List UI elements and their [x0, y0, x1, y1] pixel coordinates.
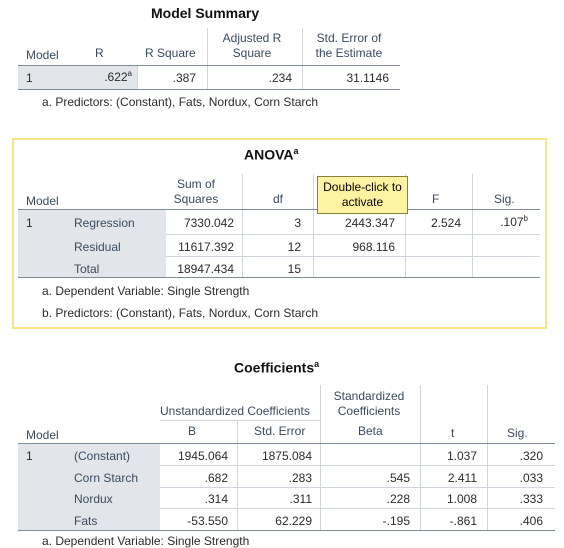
- coef-row-label-corn-starch: Corn Starch: [74, 471, 139, 485]
- anova-footnote-b: b. Predictors: (Constant), Fats, Nordux, Corn Starch: [42, 306, 319, 320]
- coefficients-title: Coefficients$^a$: [234, 359, 320, 376]
- col-header-b: B: [188, 424, 197, 438]
- anova-row-label-residual: Residual: [74, 240, 121, 254]
- summary-model-number: 1: [26, 71, 33, 85]
- coef-fats-sig: .406: [519, 514, 543, 528]
- col-header-sig: Sig.: [494, 192, 515, 206]
- col-header-model: Model: [26, 48, 59, 62]
- summary-r-square-value: .387: [172, 71, 196, 85]
- col-header-r-square: R Square: [145, 46, 196, 60]
- anova-model-number: 1: [26, 216, 33, 230]
- coef-corn-starch-t: 2.411: [447, 471, 477, 485]
- coef-fats-beta: -.195: [382, 514, 410, 528]
- col-header-unstandardized: Unstandardized Coefficients: [160, 404, 310, 418]
- coef-row-label-nordux: Nordux: [74, 492, 113, 506]
- anova-regression-f: 2.524: [430, 216, 461, 230]
- coef-fats-t: -.861: [449, 514, 477, 528]
- coef-corn-starch-se: .283: [288, 471, 312, 485]
- col-header-std-error: Std. Error of the Estimate: [315, 31, 383, 60]
- col-header-t: t: [451, 426, 455, 440]
- anova-regression-sig: .107$^b$: [500, 214, 528, 229]
- coef-corn-starch-beta: .545: [386, 471, 410, 485]
- anova-total-ss: 18947.434: [177, 262, 234, 276]
- coef-model-number: 1: [26, 449, 33, 463]
- anova-residual-df: 12: [287, 240, 301, 254]
- coef-corn-starch-sig: .033: [519, 471, 543, 485]
- coef-constant-se: 1875.084: [261, 449, 312, 463]
- anova-regression-ss: 7330.042: [183, 216, 234, 230]
- summary-footnote: a. Predictors: (Constant), Fats, Nordux, Corn Starch: [42, 95, 319, 109]
- coef-constant-sig: .320: [519, 449, 543, 463]
- anova-residual-ms: 968.116: [352, 240, 395, 254]
- col-header-sum-of-squares: Sum of Squares: [173, 177, 219, 206]
- coef-nordux-t: 1.008: [446, 492, 477, 506]
- coef-corn-starch-b: .682: [204, 471, 228, 485]
- coef-nordux-beta: .228: [386, 492, 410, 506]
- col-header-beta: Beta: [358, 424, 383, 438]
- summary-adj-r-square-value: .234: [268, 71, 292, 85]
- coef-nordux-se: .311: [289, 492, 312, 506]
- col-header-adjusted-r-square: Adjusted R Square: [222, 31, 282, 60]
- double-click-tooltip[interactable]: Double-click to activate: [317, 176, 408, 214]
- summary-std-error-value: 31.1146: [346, 71, 389, 85]
- coefficients-footnote: a. Dependent Variable: Single Strength: [42, 534, 250, 548]
- col-header-standardized: Standardized Coefficients: [333, 389, 405, 418]
- col-header-sig: Sig.: [507, 426, 528, 440]
- coef-row-label-constant: (Constant): [74, 449, 131, 463]
- col-header-df: df: [273, 192, 284, 206]
- col-header-model: Model: [26, 428, 59, 442]
- coef-nordux-sig: .333: [519, 492, 543, 506]
- anova-footnote-a: a. Dependent Variable: Single Strength: [42, 284, 250, 298]
- anova-residual-ss: 11617.392: [178, 240, 234, 254]
- anova-row-label-regression: Regression: [74, 216, 135, 230]
- coef-row-label-fats: Fats: [74, 514, 98, 528]
- summary-r-value: .622$^a$: [104, 69, 132, 84]
- col-header-f: F: [432, 192, 440, 206]
- coef-constant-t: 1.037: [446, 449, 477, 463]
- col-header-model: Model: [26, 194, 59, 208]
- col-header-std-error: Std. Error: [254, 424, 306, 438]
- model-summary-title: Model Summary: [151, 5, 260, 21]
- coef-constant-b: 1945.064: [177, 449, 228, 463]
- anova-regression-df: 3: [294, 216, 301, 230]
- anova-title: ANOVA$^a$: [244, 146, 299, 163]
- col-header-r: R: [95, 46, 104, 60]
- coef-fats-se: 62.229: [275, 514, 312, 528]
- anova-regression-ms: 2443.347: [344, 216, 395, 230]
- anova-row-label-total: Total: [74, 262, 100, 276]
- coef-fats-b: -53.550: [187, 514, 228, 528]
- coef-nordux-b: .314: [204, 492, 228, 506]
- anova-total-df: 15: [287, 262, 301, 276]
